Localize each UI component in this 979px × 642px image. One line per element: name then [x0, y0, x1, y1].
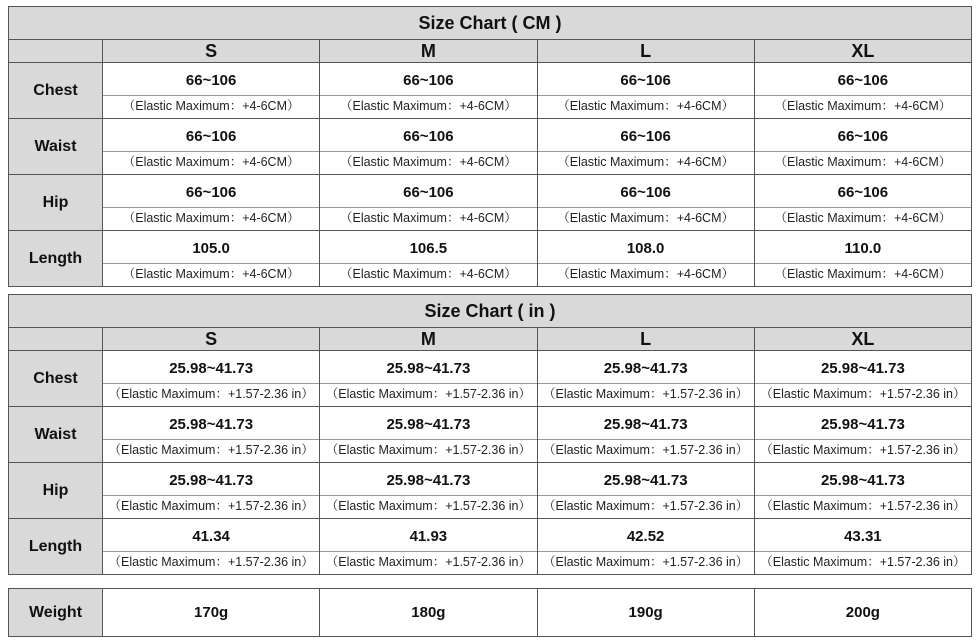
measurement-cell-xl — [754, 519, 971, 575]
elastic-note: （Elastic Maximum：+1.57-2.36 in） — [320, 495, 536, 518]
measurement-value: 25.98~41.73 — [169, 472, 254, 489]
measurement-cell-xl — [754, 407, 971, 463]
measurement-value: 106.5 — [409, 240, 448, 257]
measurement-row — [9, 119, 972, 175]
size-chart-cm-title: Size Chart ( CM ) — [9, 7, 972, 40]
measurement-value: 66~106 — [185, 128, 237, 145]
elastic-note: （Elastic Maximum：+4-6CM） — [538, 151, 754, 174]
elastic-note: （Elastic Maximum：+4-6CM） — [538, 263, 754, 286]
measurement-cell-s — [103, 119, 320, 175]
elastic-note: （Elastic Maximum：+1.57-2.36 in） — [755, 495, 971, 518]
measurement-cell-s — [103, 519, 320, 575]
measurement-value: 25.98~41.73 — [603, 416, 688, 433]
measurement-cell-l — [537, 407, 754, 463]
elastic-note: （Elastic Maximum：+1.57-2.36 in） — [103, 383, 319, 406]
size-header-m: M — [320, 328, 537, 351]
measurement-value: 66~106 — [403, 72, 454, 89]
measurement-value: 66~106 — [620, 128, 671, 145]
size-header-l: L — [537, 40, 754, 63]
measurement-cell-l — [537, 231, 754, 287]
weight-table — [8, 588, 972, 637]
measurement-value: 43.31 — [844, 528, 882, 545]
measurement-value: 66~106 — [620, 72, 671, 89]
measurement-value: 110.0 — [844, 240, 882, 257]
measurement-cell-xl — [754, 175, 971, 231]
elastic-note: （Elastic Maximum：+4-6CM） — [755, 263, 971, 286]
row-label-waist: Waist — [9, 407, 103, 463]
elastic-note: （Elastic Maximum：+4-6CM） — [320, 263, 536, 286]
elastic-note: （Elastic Maximum：+4-6CM） — [320, 95, 536, 118]
measurement-cell-m — [320, 175, 537, 231]
measurement-value: 25.98~41.73 — [603, 472, 688, 489]
measurement-cell-l — [537, 119, 754, 175]
elastic-note: （Elastic Maximum：+1.57-2.36 in） — [320, 551, 536, 574]
measurement-cell-xl — [754, 463, 971, 519]
row-label-hip: Hip — [9, 175, 103, 231]
size-header-m: M — [320, 40, 537, 63]
elastic-note: （Elastic Maximum：+4-6CM） — [320, 151, 536, 174]
measurement-row — [9, 407, 972, 463]
weight-value-m: 180g — [320, 589, 537, 637]
measurement-cell-m — [320, 231, 537, 287]
measurement-cell-l — [537, 63, 754, 119]
elastic-note: （Elastic Maximum：+4-6CM） — [103, 207, 319, 230]
measurement-value: 108.0 — [626, 240, 665, 257]
size-header-s: S — [103, 40, 320, 63]
elastic-note: （Elastic Maximum：+1.57-2.36 in） — [103, 551, 319, 574]
measurement-value: 66~106 — [403, 184, 454, 201]
elastic-note: （Elastic Maximum：+4-6CM） — [320, 207, 536, 230]
measurement-cell-s — [103, 351, 320, 407]
measurement-row — [9, 175, 972, 231]
measurement-value: 105.0 — [192, 240, 230, 257]
measurement-value: 25.98~41.73 — [386, 360, 471, 377]
weight-label: Weight — [9, 589, 103, 637]
size-header-s: S — [103, 328, 320, 351]
measurement-value: 41.93 — [409, 528, 448, 545]
measurement-value: 25.98~41.73 — [603, 360, 688, 377]
measurement-cell-m — [320, 119, 537, 175]
measurement-cell-l — [537, 351, 754, 407]
measurement-cell-xl — [754, 231, 971, 287]
measurement-value: 25.98~41.73 — [820, 472, 905, 489]
elastic-note: （Elastic Maximum：+4-6CM） — [755, 151, 971, 174]
elastic-note: （Elastic Maximum：+1.57-2.36 in） — [755, 439, 971, 462]
weight-value-s: 170g — [103, 589, 320, 637]
elastic-note: （Elastic Maximum：+4-6CM） — [103, 95, 319, 118]
weight-value-l: 190g — [537, 589, 754, 637]
measurement-cell-m — [320, 519, 537, 575]
size-chart-in-body — [9, 351, 972, 575]
header-blank-cell — [9, 40, 103, 63]
measurement-value: 66~106 — [185, 72, 237, 89]
elastic-note: （Elastic Maximum：+4-6CM） — [538, 207, 754, 230]
measurement-cell-s — [103, 463, 320, 519]
measurement-value: 25.98~41.73 — [820, 360, 905, 377]
elastic-note: （Elastic Maximum：+4-6CM） — [103, 263, 319, 286]
measurement-cell-xl — [754, 63, 971, 119]
measurement-value: 66~106 — [837, 128, 889, 145]
weight-value-xl: 200g — [754, 589, 971, 637]
measurement-value: 25.98~41.73 — [169, 416, 254, 433]
measurement-cell-s — [103, 407, 320, 463]
measurement-cell-m — [320, 463, 537, 519]
measurement-value: 25.98~41.73 — [386, 472, 471, 489]
size-header-xl: XL — [754, 328, 971, 351]
measurement-row — [9, 519, 972, 575]
row-label-length: Length — [9, 519, 103, 575]
measurement-row — [9, 63, 972, 119]
measurement-cell-l — [537, 519, 754, 575]
elastic-note: （Elastic Maximum：+1.57-2.36 in） — [538, 495, 754, 518]
elastic-note: （Elastic Maximum：+1.57-2.36 in） — [320, 439, 536, 462]
row-label-hip: Hip — [9, 463, 103, 519]
measurement-value: 25.98~41.73 — [820, 416, 905, 433]
header-blank-cell — [9, 328, 103, 351]
measurement-cell-s — [103, 175, 320, 231]
measurement-value: 66~106 — [837, 184, 889, 201]
elastic-note: （Elastic Maximum：+4-6CM） — [755, 207, 971, 230]
elastic-note: （Elastic Maximum：+1.57-2.36 in） — [755, 383, 971, 406]
measurement-value: 25.98~41.73 — [169, 360, 254, 377]
row-label-waist: Waist — [9, 119, 103, 175]
measurement-value: 42.52 — [626, 528, 665, 545]
elastic-note: （Elastic Maximum：+1.57-2.36 in） — [538, 439, 754, 462]
elastic-note: （Elastic Maximum：+4-6CM） — [538, 95, 754, 118]
measurement-value: 66~106 — [403, 128, 454, 145]
elastic-note: （Elastic Maximum：+1.57-2.36 in） — [538, 383, 754, 406]
weight-row — [9, 589, 972, 637]
measurement-cell-l — [537, 463, 754, 519]
elastic-note: （Elastic Maximum：+1.57-2.36 in） — [538, 551, 754, 574]
row-label-chest: Chest — [9, 63, 103, 119]
measurement-value: 41.34 — [192, 528, 230, 545]
measurement-cell-l — [537, 175, 754, 231]
measurement-row — [9, 351, 972, 407]
size-chart-in-table — [8, 294, 972, 575]
measurement-cell-m — [320, 63, 537, 119]
elastic-note: （Elastic Maximum：+4-6CM） — [755, 95, 971, 118]
elastic-note: （Elastic Maximum：+1.57-2.36 in） — [103, 495, 319, 518]
elastic-note: （Elastic Maximum：+1.57-2.36 in） — [755, 551, 971, 574]
size-header-l: L — [537, 328, 754, 351]
measurement-value: 25.98~41.73 — [386, 416, 471, 433]
measurement-value: 66~106 — [837, 72, 889, 89]
elastic-note: （Elastic Maximum：+4-6CM） — [103, 151, 319, 174]
measurement-cell-m — [320, 407, 537, 463]
elastic-note: （Elastic Maximum：+1.57-2.36 in） — [103, 439, 319, 462]
measurement-cell-s — [103, 231, 320, 287]
size-chart-in-title: Size Chart ( in ) — [9, 295, 972, 328]
elastic-note: （Elastic Maximum：+1.57-2.36 in） — [320, 383, 536, 406]
row-label-length: Length — [9, 231, 103, 287]
measurement-row — [9, 463, 972, 519]
measurement-cell-xl — [754, 119, 971, 175]
measurement-cell-xl — [754, 351, 971, 407]
measurement-cell-m — [320, 351, 537, 407]
measurement-value: 66~106 — [620, 184, 671, 201]
size-chart-cm-body — [9, 63, 972, 287]
measurement-value: 66~106 — [185, 184, 237, 201]
measurement-row — [9, 231, 972, 287]
row-label-chest: Chest — [9, 351, 103, 407]
measurement-cell-s — [103, 63, 320, 119]
size-chart-cm-table — [8, 6, 972, 287]
size-header-xl: XL — [754, 40, 971, 63]
